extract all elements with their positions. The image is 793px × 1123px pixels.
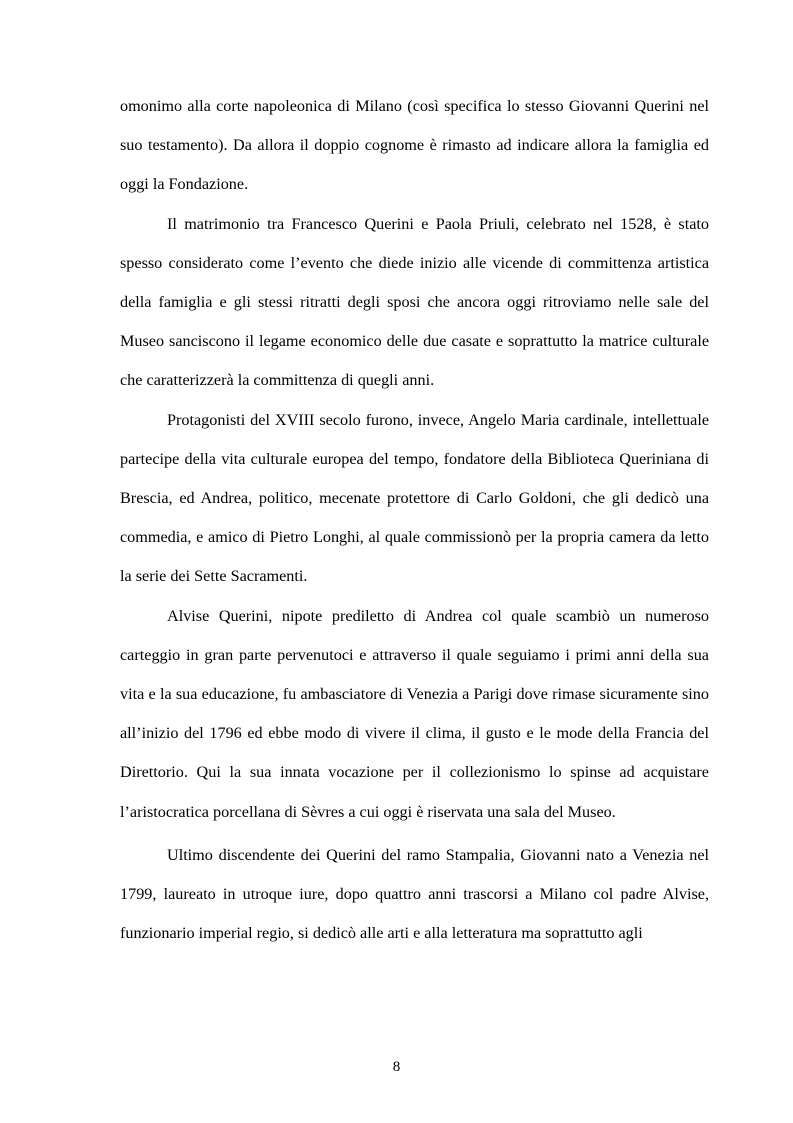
- page-number: 8: [392, 1059, 401, 1075]
- body-text: [120, 87, 709, 953]
- paragraph-eighteenth-century: Protagonisti del XVIII secolo furono, invece, Angelo Maria cardinale, intellettuale partecipe della vita culturale europea del tempo, fondatore della Biblioteca Queriniana di Brescia, ed Andrea, politico, mecenate protettore di Carlo Goldoni, che gli dedicò una commedia, e amico di Pietro Longhi, al quale commissionò per la propria camera da letto la serie dei Sette Sacramenti.: [120, 410, 709, 586]
- paragraph-marriage: Il matrimonio tra Francesco Querini e Paola Priuli, celebrato nel 1528, è stato spesso considerato come l’evento che diede inizio alle vicende di committenza artistica della famiglia e gli stessi ritratti degli sposi che ancora oggi ritroviamo nelle sale del Museo sanciscono il legame economico delle due casate e soprattutto la matrice culturale che caratterizzerà la committenza di quegli anni.: [120, 214, 709, 390]
- paragraph-giovanni: Ultimo discendente dei Querini del ramo Stampalia, Giovanni nato a Venezia nel 1799, laureato in utroque iure, dopo quattro anni trascorsi a Milano col padre Alvise, funzionario imperial regio, si dedicò alle arti e alla letteratura ma soprattutto agli: [120, 845, 709, 943]
- paragraph-alvise: Alvise Querini, nipote prediletto di Andrea col quale scambiò un numeroso carteggio in gran parte pervenutoci e attraverso il quale seguiamo i primi anni della sua vita e la sua educazione, fu ambasciatore di Venezia a Parigi dove rimase sicuramente sino all’inizio del 1796 ed ebbe modo di vivere il clima, il gusto e le mode della Francia del Direttorio. Qui la sua innata vocazione per il collezionismo lo spinse ad acquistare l’aristocratica porcellana di Sèvres a cui oggi è riservata una sala del Museo.: [120, 606, 709, 821]
- paragraph-continuation: omonimo alla corte napoleonica di Milano (così specifica lo stesso Giovanni Querini nel suo testamento). Da allora il doppio cognome è rimasto ad indicare allora la famiglia ed oggi la Fondazione.: [120, 97, 709, 194]
